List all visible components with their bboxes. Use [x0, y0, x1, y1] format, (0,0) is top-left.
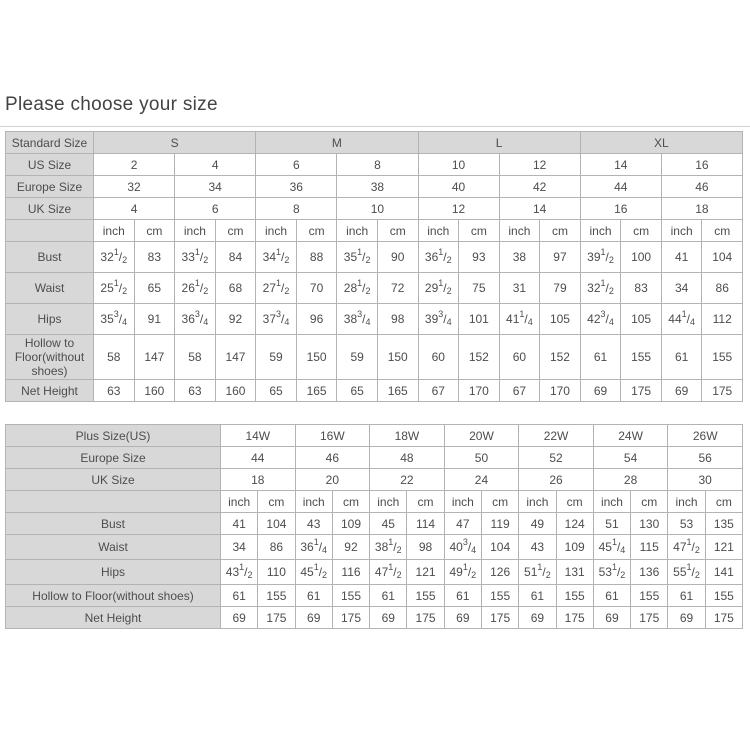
size-value-cell: 12 — [499, 154, 580, 176]
measure-cm-cell: 175 — [705, 607, 742, 629]
unit-header-row — [6, 220, 743, 242]
measure-cm-cell: 98 — [407, 535, 444, 560]
group-header-cell: XL — [580, 132, 742, 154]
measure-inch-cell: 43 — [519, 535, 556, 560]
measure-cm-cell: 91 — [134, 304, 175, 335]
measure-cm-cell: 175 — [332, 607, 369, 629]
measure-inch-cell: 61 — [580, 335, 621, 380]
unit-corner-cell — [6, 491, 221, 513]
row-label-cell: Hollow to Floor(without shoes) — [6, 335, 94, 380]
size-value-cell: 54 — [593, 447, 668, 469]
measure-cm-cell: 147 — [215, 335, 256, 380]
measure-inch-cell: $25^1/_2$ — [94, 273, 135, 304]
measure-inch-cell: $51^1/_2$ — [519, 560, 556, 585]
measure-inch-cell: 61 — [370, 585, 407, 607]
row-label-cell: UK Size — [6, 198, 94, 220]
measure-inch-cell: 51 — [593, 513, 630, 535]
measure-row — [6, 585, 743, 607]
size-row — [6, 447, 743, 469]
measure-cm-cell: 109 — [556, 535, 593, 560]
size-value-cell: 32 — [94, 176, 175, 198]
measure-cm-cell: 72 — [377, 273, 418, 304]
group-header-cell: L — [418, 132, 580, 154]
size-row — [6, 154, 743, 176]
measure-cm-cell: 175 — [631, 607, 668, 629]
unit-header-cell: cm — [705, 491, 742, 513]
measure-inch-cell: 38 — [499, 242, 540, 273]
size-value-cell: 6 — [175, 198, 256, 220]
measure-inch-cell: 59 — [256, 335, 297, 380]
measure-cm-cell: 147 — [134, 335, 175, 380]
measure-cm-cell: 175 — [258, 607, 295, 629]
unit-header-cell: inch — [256, 220, 297, 242]
measure-inch-cell: 69 — [580, 380, 621, 402]
measure-row — [6, 242, 743, 273]
measure-cm-cell: 175 — [556, 607, 593, 629]
measure-inch-cell: $55^1/_2$ — [668, 560, 705, 585]
measure-inch-cell: 61 — [519, 585, 556, 607]
measure-inch-cell: 34 — [221, 535, 258, 560]
unit-header-cell: inch — [499, 220, 540, 242]
unit-header-cell: inch — [94, 220, 135, 242]
measure-inch-cell: $28^1/_2$ — [337, 273, 378, 304]
size-value-cell: 36 — [256, 176, 337, 198]
measure-inch-cell: 63 — [175, 380, 216, 402]
unit-header-cell: inch — [444, 491, 481, 513]
measure-inch-cell: $45^1/_2$ — [295, 560, 332, 585]
size-value-cell: 48 — [370, 447, 445, 469]
standard-size-table — [5, 131, 743, 402]
size-value-cell: 38 — [337, 176, 418, 198]
row-label-cell: Hips — [6, 304, 94, 335]
unit-header-cell: cm — [702, 220, 743, 242]
measure-row — [6, 380, 743, 402]
row-label-cell: UK Size — [6, 469, 221, 491]
measure-inch-cell: $38^1/_2$ — [370, 535, 407, 560]
measure-cm-cell: 165 — [296, 380, 337, 402]
measure-inch-cell: 69 — [295, 607, 332, 629]
measure-inch-cell: 49 — [519, 513, 556, 535]
unit-header-cell: cm — [556, 491, 593, 513]
unit-header-cell: cm — [258, 491, 295, 513]
size-row — [6, 425, 743, 447]
size-value-cell: 46 — [295, 447, 370, 469]
unit-header-row — [6, 491, 743, 513]
measure-cm-cell: 121 — [705, 535, 742, 560]
measure-cm-cell: 155 — [621, 335, 662, 380]
measure-cm-cell: 65 — [134, 273, 175, 304]
measure-inch-cell: $36^3/_4$ — [175, 304, 216, 335]
measure-cm-cell: 121 — [407, 560, 444, 585]
plus-size-table — [5, 424, 743, 629]
unit-header-cell: inch — [370, 491, 407, 513]
measure-inch-cell: 31 — [499, 273, 540, 304]
size-value-cell: 16 — [661, 154, 742, 176]
measure-inch-cell: 67 — [418, 380, 459, 402]
measure-inch-cell: 69 — [444, 607, 481, 629]
size-value-cell: 4 — [175, 154, 256, 176]
measure-cm-cell: 141 — [705, 560, 742, 585]
measure-cm-cell: 136 — [631, 560, 668, 585]
size-value-cell: 34 — [175, 176, 256, 198]
measure-cm-cell: 119 — [481, 513, 518, 535]
measure-cm-cell: 109 — [332, 513, 369, 535]
measure-inch-cell: $29^1/_2$ — [418, 273, 459, 304]
measure-inch-cell: $40^3/_4$ — [444, 535, 481, 560]
measure-cm-cell: 92 — [215, 304, 256, 335]
measure-inch-cell: 69 — [519, 607, 556, 629]
size-row — [6, 176, 743, 198]
measure-cm-cell: 155 — [556, 585, 593, 607]
unit-header-cell: cm — [296, 220, 337, 242]
measure-inch-cell: $36^1/_2$ — [418, 242, 459, 273]
row-label-cell: Hollow to Floor(without shoes) — [6, 585, 221, 607]
size-value-cell: 8 — [337, 154, 418, 176]
measure-inch-cell: $32^1/_2$ — [94, 242, 135, 273]
measure-cm-cell: 155 — [702, 335, 743, 380]
measure-cm-cell: 101 — [459, 304, 500, 335]
row-label-cell: Waist — [6, 273, 94, 304]
measure-cm-cell: 116 — [332, 560, 369, 585]
measure-inch-cell: $47^1/_2$ — [370, 560, 407, 585]
measure-inch-cell: 58 — [175, 335, 216, 380]
measure-cm-cell: 112 — [702, 304, 743, 335]
measure-cm-cell: 175 — [702, 380, 743, 402]
measure-inch-cell: 41 — [661, 242, 702, 273]
size-value-cell: 2 — [94, 154, 175, 176]
unit-header-cell: cm — [134, 220, 175, 242]
unit-header-cell: inch — [337, 220, 378, 242]
measure-cm-cell: 79 — [540, 273, 581, 304]
measure-cm-cell: 170 — [459, 380, 500, 402]
size-value-cell: 22 — [370, 469, 445, 491]
measure-inch-cell: $41^1/_4$ — [499, 304, 540, 335]
size-value-cell: 20 — [295, 469, 370, 491]
measure-row — [6, 607, 743, 629]
measure-row — [6, 513, 743, 535]
measure-inch-cell: 60 — [418, 335, 459, 380]
row-label-cell: Net Height — [6, 380, 94, 402]
size-row — [6, 469, 743, 491]
measure-inch-cell: $49^1/_2$ — [444, 560, 481, 585]
measure-cm-cell: 150 — [377, 335, 418, 380]
size-value-cell: 42 — [499, 176, 580, 198]
size-value-cell: 26 — [519, 469, 594, 491]
measure-cm-cell: 104 — [258, 513, 295, 535]
measure-cm-cell: 104 — [702, 242, 743, 273]
measure-cm-cell: 170 — [540, 380, 581, 402]
measure-cm-cell: 114 — [407, 513, 444, 535]
unit-header-cell: cm — [332, 491, 369, 513]
unit-header-cell: inch — [519, 491, 556, 513]
size-value-cell: 16 — [580, 198, 661, 220]
measure-inch-cell: $38^3/_4$ — [337, 304, 378, 335]
measure-inch-cell: $53^1/_2$ — [593, 560, 630, 585]
size-value-cell: 12 — [418, 198, 499, 220]
measure-cm-cell: 84 — [215, 242, 256, 273]
measure-cm-cell: 83 — [621, 273, 662, 304]
measure-cm-cell: 152 — [459, 335, 500, 380]
size-value-cell: 4 — [94, 198, 175, 220]
measure-inch-cell: $37^3/_4$ — [256, 304, 297, 335]
size-value-cell: 30 — [668, 469, 743, 491]
measure-inch-cell: 58 — [94, 335, 135, 380]
measure-row — [6, 560, 743, 585]
measure-cm-cell: 131 — [556, 560, 593, 585]
measure-cm-cell: 155 — [631, 585, 668, 607]
measure-inch-cell: 53 — [668, 513, 705, 535]
measure-cm-cell: 98 — [377, 304, 418, 335]
size-value-cell: 6 — [256, 154, 337, 176]
measure-cm-cell: 152 — [540, 335, 581, 380]
measure-cm-cell: 135 — [705, 513, 742, 535]
unit-header-cell: inch — [221, 491, 258, 513]
unit-header-cell: inch — [295, 491, 332, 513]
measure-cm-cell: 150 — [296, 335, 337, 380]
measure-inch-cell: 65 — [256, 380, 297, 402]
measure-inch-cell: 69 — [661, 380, 702, 402]
size-value-cell: 18 — [661, 198, 742, 220]
row-label-cell: Hips — [6, 560, 221, 585]
measure-inch-cell: 67 — [499, 380, 540, 402]
unit-header-cell: inch — [175, 220, 216, 242]
measure-inch-cell: 69 — [370, 607, 407, 629]
unit-header-cell: cm — [377, 220, 418, 242]
measure-cm-cell: 124 — [556, 513, 593, 535]
measure-cm-cell: 160 — [215, 380, 256, 402]
measure-cm-cell: 165 — [377, 380, 418, 402]
row-label-cell: Europe Size — [6, 447, 221, 469]
group-header-cell: M — [256, 132, 418, 154]
size-value-cell: 10 — [337, 198, 418, 220]
measure-cm-cell: 92 — [332, 535, 369, 560]
measure-inch-cell: $44^1/_4$ — [661, 304, 702, 335]
measure-cm-cell: 175 — [481, 607, 518, 629]
group-header-cell: S — [94, 132, 256, 154]
unit-header-cell: cm — [215, 220, 256, 242]
measure-inch-cell: $33^1/_2$ — [175, 242, 216, 273]
row-label-cell: Plus Size(US) — [6, 425, 221, 447]
measure-inch-cell: 59 — [337, 335, 378, 380]
measure-inch-cell: $32^1/_2$ — [580, 273, 621, 304]
corner-label-cell: Standard Size — [6, 132, 94, 154]
measure-cm-cell: 175 — [407, 607, 444, 629]
size-value-cell: 18 — [221, 469, 296, 491]
unit-header-cell: inch — [593, 491, 630, 513]
row-label-cell: Bust — [6, 513, 221, 535]
unit-header-cell: cm — [631, 491, 668, 513]
measure-cm-cell: 104 — [481, 535, 518, 560]
measure-cm-cell: 155 — [705, 585, 742, 607]
page-title: Please choose your size — [5, 94, 218, 115]
size-value-cell: 14 — [499, 198, 580, 220]
size-value-cell: 14 — [580, 154, 661, 176]
measure-inch-cell: $35^1/_2$ — [337, 242, 378, 273]
measure-inch-cell: $39^1/_2$ — [580, 242, 621, 273]
size-value-cell: 16W — [295, 425, 370, 447]
unit-header-cell: inch — [668, 491, 705, 513]
measure-row — [6, 335, 743, 380]
measure-inch-cell: $42^3/_4$ — [580, 304, 621, 335]
size-value-cell: 46 — [661, 176, 742, 198]
size-value-cell: 44 — [221, 447, 296, 469]
measure-cm-cell: 175 — [621, 380, 662, 402]
size-value-cell: 26W — [668, 425, 743, 447]
size-value-cell: 50 — [444, 447, 519, 469]
row-label-cell: Waist — [6, 535, 221, 560]
measure-inch-cell: $35^3/_4$ — [94, 304, 135, 335]
size-value-cell: 8 — [256, 198, 337, 220]
measure-inch-cell: 69 — [593, 607, 630, 629]
size-value-cell: 18W — [370, 425, 445, 447]
measure-inch-cell: $47^1/_2$ — [668, 535, 705, 560]
measure-inch-cell: $39^3/_4$ — [418, 304, 459, 335]
measure-inch-cell: $27^1/_2$ — [256, 273, 297, 304]
measure-cm-cell: 130 — [631, 513, 668, 535]
measure-inch-cell: 65 — [337, 380, 378, 402]
measure-cm-cell: 160 — [134, 380, 175, 402]
measure-row — [6, 304, 743, 335]
unit-header-cell: cm — [621, 220, 662, 242]
measure-cm-cell: 97 — [540, 242, 581, 273]
row-label-cell: Bust — [6, 242, 94, 273]
size-value-cell: 10 — [418, 154, 499, 176]
measure-cm-cell: 155 — [332, 585, 369, 607]
unit-header-cell: inch — [580, 220, 621, 242]
measure-cm-cell: 90 — [377, 242, 418, 273]
measure-inch-cell: 61 — [668, 585, 705, 607]
measure-cm-cell: 126 — [481, 560, 518, 585]
size-value-cell: 52 — [519, 447, 594, 469]
size-value-cell: 20W — [444, 425, 519, 447]
measure-inch-cell: $34^1/_2$ — [256, 242, 297, 273]
measure-row — [6, 273, 743, 304]
unit-corner-cell — [6, 220, 94, 242]
measure-cm-cell: 83 — [134, 242, 175, 273]
measure-cm-cell: 70 — [296, 273, 337, 304]
measure-inch-cell: 60 — [499, 335, 540, 380]
size-value-cell: 22W — [519, 425, 594, 447]
size-value-cell: 44 — [580, 176, 661, 198]
measure-inch-cell: 34 — [661, 273, 702, 304]
measure-cm-cell: 155 — [481, 585, 518, 607]
measure-inch-cell: 61 — [295, 585, 332, 607]
size-value-cell: 56 — [668, 447, 743, 469]
measure-inch-cell: 45 — [370, 513, 407, 535]
unit-header-cell: inch — [418, 220, 459, 242]
measure-cm-cell: 155 — [258, 585, 295, 607]
size-value-cell: 14W — [221, 425, 296, 447]
measure-inch-cell: $36^1/_4$ — [295, 535, 332, 560]
unit-header-cell: cm — [481, 491, 518, 513]
group-header-row — [6, 132, 743, 154]
size-value-cell: 28 — [593, 469, 668, 491]
measure-inch-cell: 69 — [668, 607, 705, 629]
measure-cm-cell: 100 — [621, 242, 662, 273]
size-row — [6, 198, 743, 220]
measure-inch-cell: 43 — [295, 513, 332, 535]
size-value-cell: 24 — [444, 469, 519, 491]
measure-inch-cell: 61 — [221, 585, 258, 607]
measure-cm-cell: 93 — [459, 242, 500, 273]
title-divider — [0, 126, 750, 127]
size-value-cell: 24W — [593, 425, 668, 447]
measure-inch-cell: $26^1/_2$ — [175, 273, 216, 304]
measure-inch-cell: 61 — [593, 585, 630, 607]
row-label-cell: Europe Size — [6, 176, 94, 198]
measure-cm-cell: 68 — [215, 273, 256, 304]
measure-inch-cell: 63 — [94, 380, 135, 402]
row-label-cell: Net Height — [6, 607, 221, 629]
measure-inch-cell: 69 — [221, 607, 258, 629]
measure-cm-cell: 86 — [258, 535, 295, 560]
measure-cm-cell: 75 — [459, 273, 500, 304]
measure-inch-cell: 61 — [444, 585, 481, 607]
measure-cm-cell: 115 — [631, 535, 668, 560]
unit-header-cell: cm — [407, 491, 444, 513]
unit-header-cell: inch — [661, 220, 702, 242]
measure-cm-cell: 86 — [702, 273, 743, 304]
measure-inch-cell: 61 — [661, 335, 702, 380]
measure-cm-cell: 105 — [621, 304, 662, 335]
measure-inch-cell: 47 — [444, 513, 481, 535]
measure-cm-cell: 110 — [258, 560, 295, 585]
measure-cm-cell: 96 — [296, 304, 337, 335]
measure-inch-cell: $43^1/_2$ — [221, 560, 258, 585]
size-value-cell: 40 — [418, 176, 499, 198]
measure-cm-cell: 155 — [407, 585, 444, 607]
unit-header-cell: cm — [459, 220, 500, 242]
measure-inch-cell: $45^1/_4$ — [593, 535, 630, 560]
measure-row — [6, 535, 743, 560]
row-label-cell: US Size — [6, 154, 94, 176]
measure-inch-cell: 41 — [221, 513, 258, 535]
unit-header-cell: cm — [540, 220, 581, 242]
measure-cm-cell: 88 — [296, 242, 337, 273]
measure-cm-cell: 105 — [540, 304, 581, 335]
